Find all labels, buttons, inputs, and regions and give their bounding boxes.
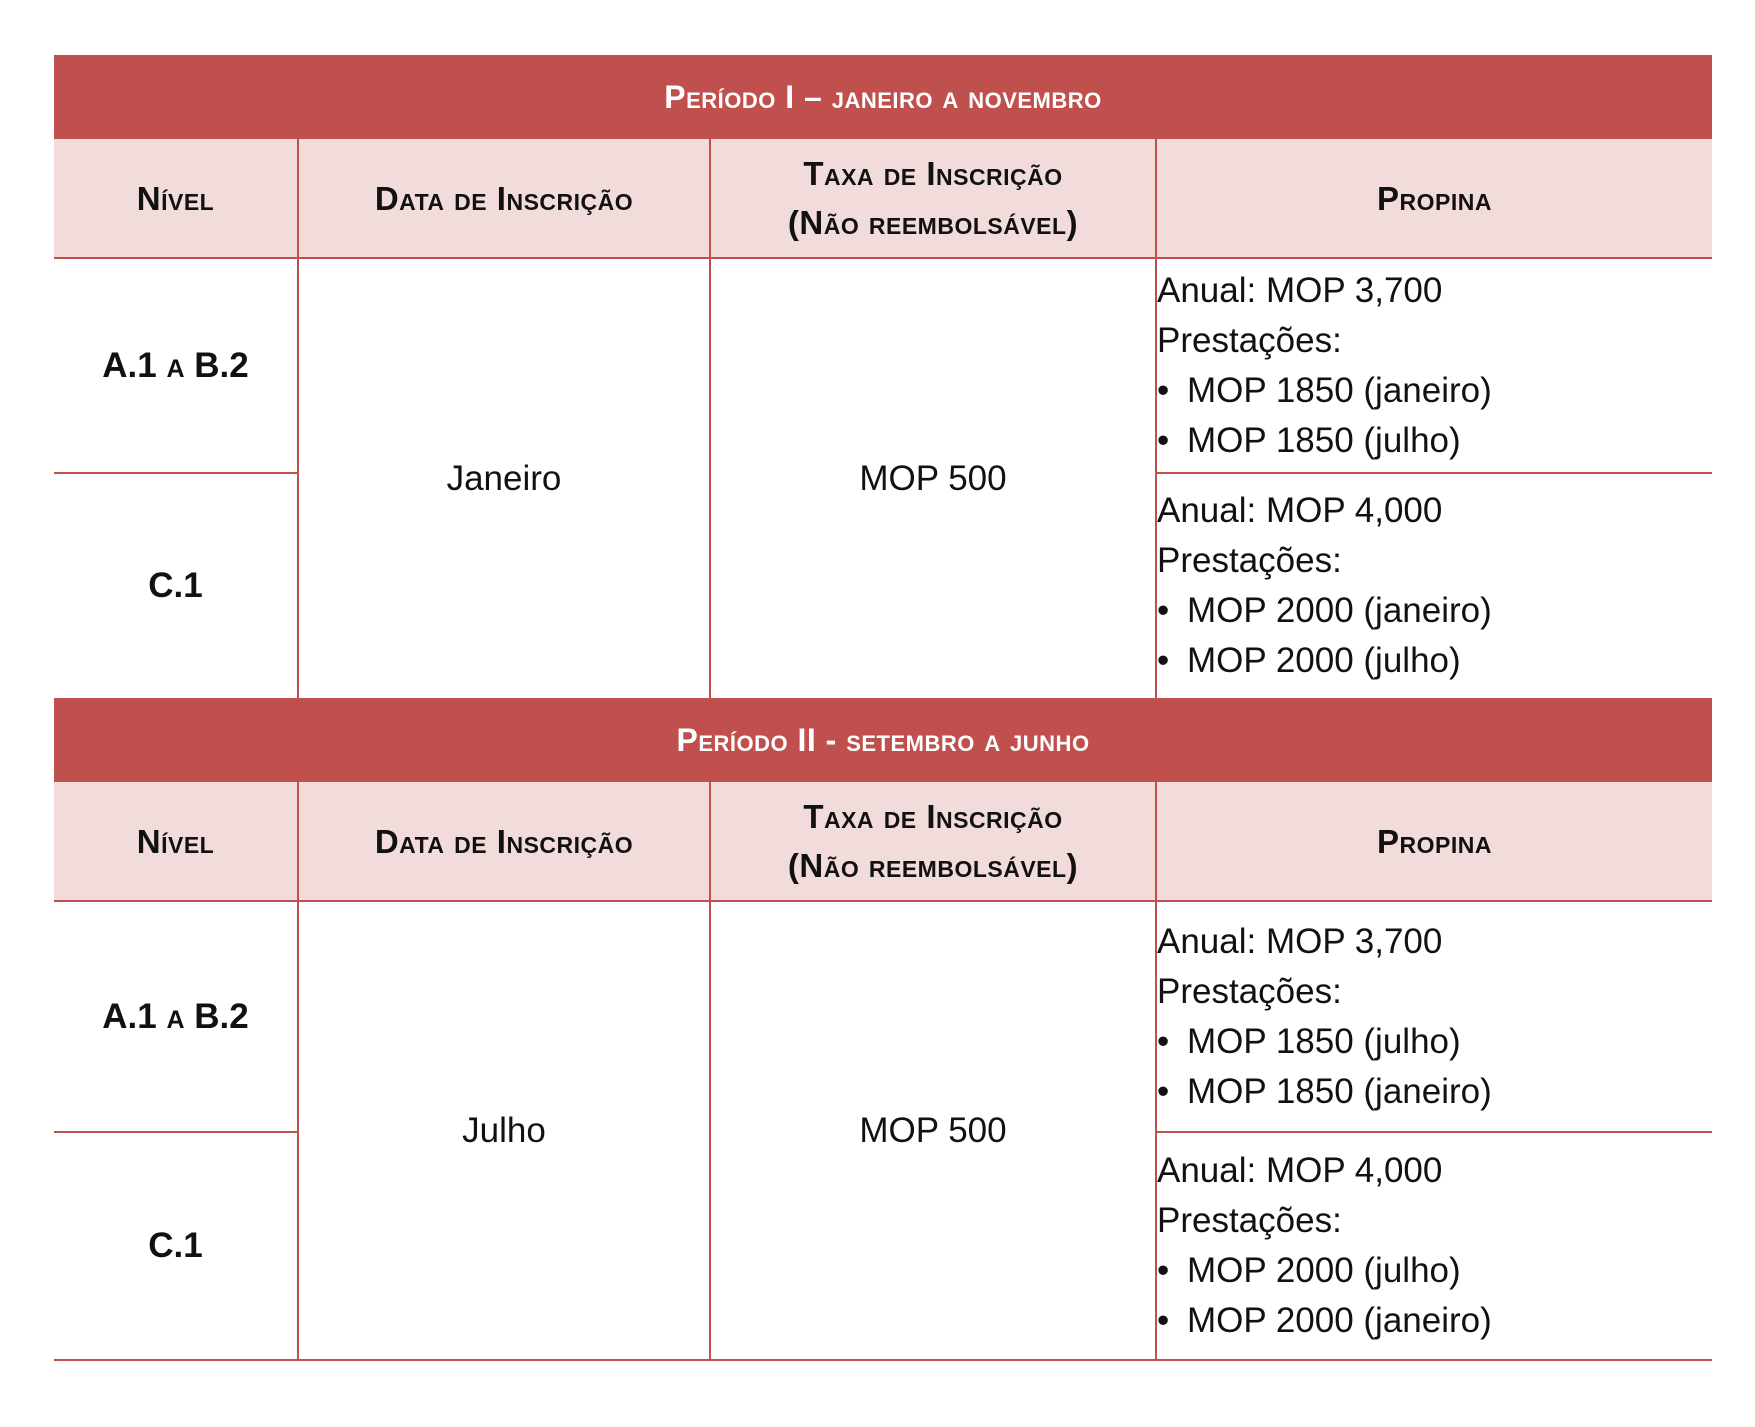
registration-date-cell: Julho [298,901,710,1360]
header-nivel: Nível [54,782,298,901]
installment-item [1157,1246,1712,1296]
tuition-annual: Anual: MOP 3,700 [1157,270,1443,310]
table-row [54,258,1712,473]
tuition-annual: Anual: MOP 3,700 [1157,921,1443,961]
period-title: Período II - setembro a junho [54,698,1712,782]
header-data-inscricao: Data de Inscrição [298,139,710,258]
fee-table [54,55,1712,1361]
header-data-inscricao: Data de Inscrição [298,782,710,901]
header-nivel: Nível [54,139,298,258]
installment-text: MOP 1850 (janeiro) [1187,1071,1492,1111]
tuition-cell [1156,1132,1712,1360]
header-taxa-inscricao [710,139,1156,258]
column-header-row [54,139,1712,258]
registration-fee-cell: MOP 500 [710,901,1156,1360]
installment-item [1157,1067,1712,1117]
installment-text: MOP 2000 (janeiro) [1187,1301,1492,1340]
period-2-title-row [54,698,1712,782]
bullet-icon: • [1157,1301,1170,1340]
registration-date-cell: Janeiro [298,258,710,698]
installment-text: MOP 1850 (janeiro) [1187,370,1492,410]
bullet-icon: • [1157,1021,1170,1061]
tuition-annual: Anual: MOP 4,000 [1157,1151,1443,1190]
header-taxa-line2: (Não reembolsável) [787,204,1079,241]
tuition-annual: Anual: MOP 4,000 [1157,491,1443,530]
tuition-installments-label: Prestações: [1157,541,1342,580]
period-1-title-row [54,55,1712,139]
installment-item [1157,586,1712,636]
header-propina: Propina [1156,782,1712,901]
column-header-row [54,782,1712,901]
bullet-icon: • [1157,370,1170,410]
installment-item [1157,1017,1712,1067]
nivel-cell: C.1 [54,1132,298,1360]
installment-item [1157,416,1712,466]
nivel-cell: C.1 [148,566,203,605]
installment-text: MOP 2000 (julho) [1187,641,1461,680]
installment-item [1157,1296,1712,1346]
tuition-cell [1156,901,1712,1132]
header-taxa-line2: (Não reembolsável) [787,847,1079,884]
tuition-cell [1156,258,1712,473]
header-taxa-line1: Taxa de Inscrição [803,798,1063,835]
installment-text: MOP 1850 (julho) [1187,1021,1461,1061]
bullet-icon: • [1157,1251,1170,1290]
nivel-cell: A.1 a B.2 [54,901,298,1132]
bullet-icon: • [1157,420,1170,460]
tuition-installments-label: Prestações: [1157,971,1342,1011]
header-taxa-inscricao [710,782,1156,901]
installment-item [1157,366,1712,416]
bullet-icon: • [1157,591,1170,630]
tuition-installments-label: Prestações: [1157,1201,1342,1240]
header-propina: Propina [1156,139,1712,258]
table-row [54,901,1712,1132]
nivel-cell: A.1 a B.2 [54,258,298,473]
installment-text: MOP 2000 (julho) [1187,1251,1461,1290]
period-title: Período I – janeiro a novembro [54,55,1712,139]
bullet-icon: • [1157,641,1170,680]
installment-text: MOP 1850 (julho) [1187,420,1461,460]
header-taxa-line1: Taxa de Inscrição [803,155,1063,192]
bullet-icon: • [1157,1071,1170,1111]
tuition-cell [1156,473,1712,698]
registration-fee-cell: MOP 500 [710,258,1156,698]
installment-item [1157,636,1712,686]
installment-text: MOP 2000 (janeiro) [1187,591,1492,630]
tuition-installments-label: Prestações: [1157,320,1342,360]
